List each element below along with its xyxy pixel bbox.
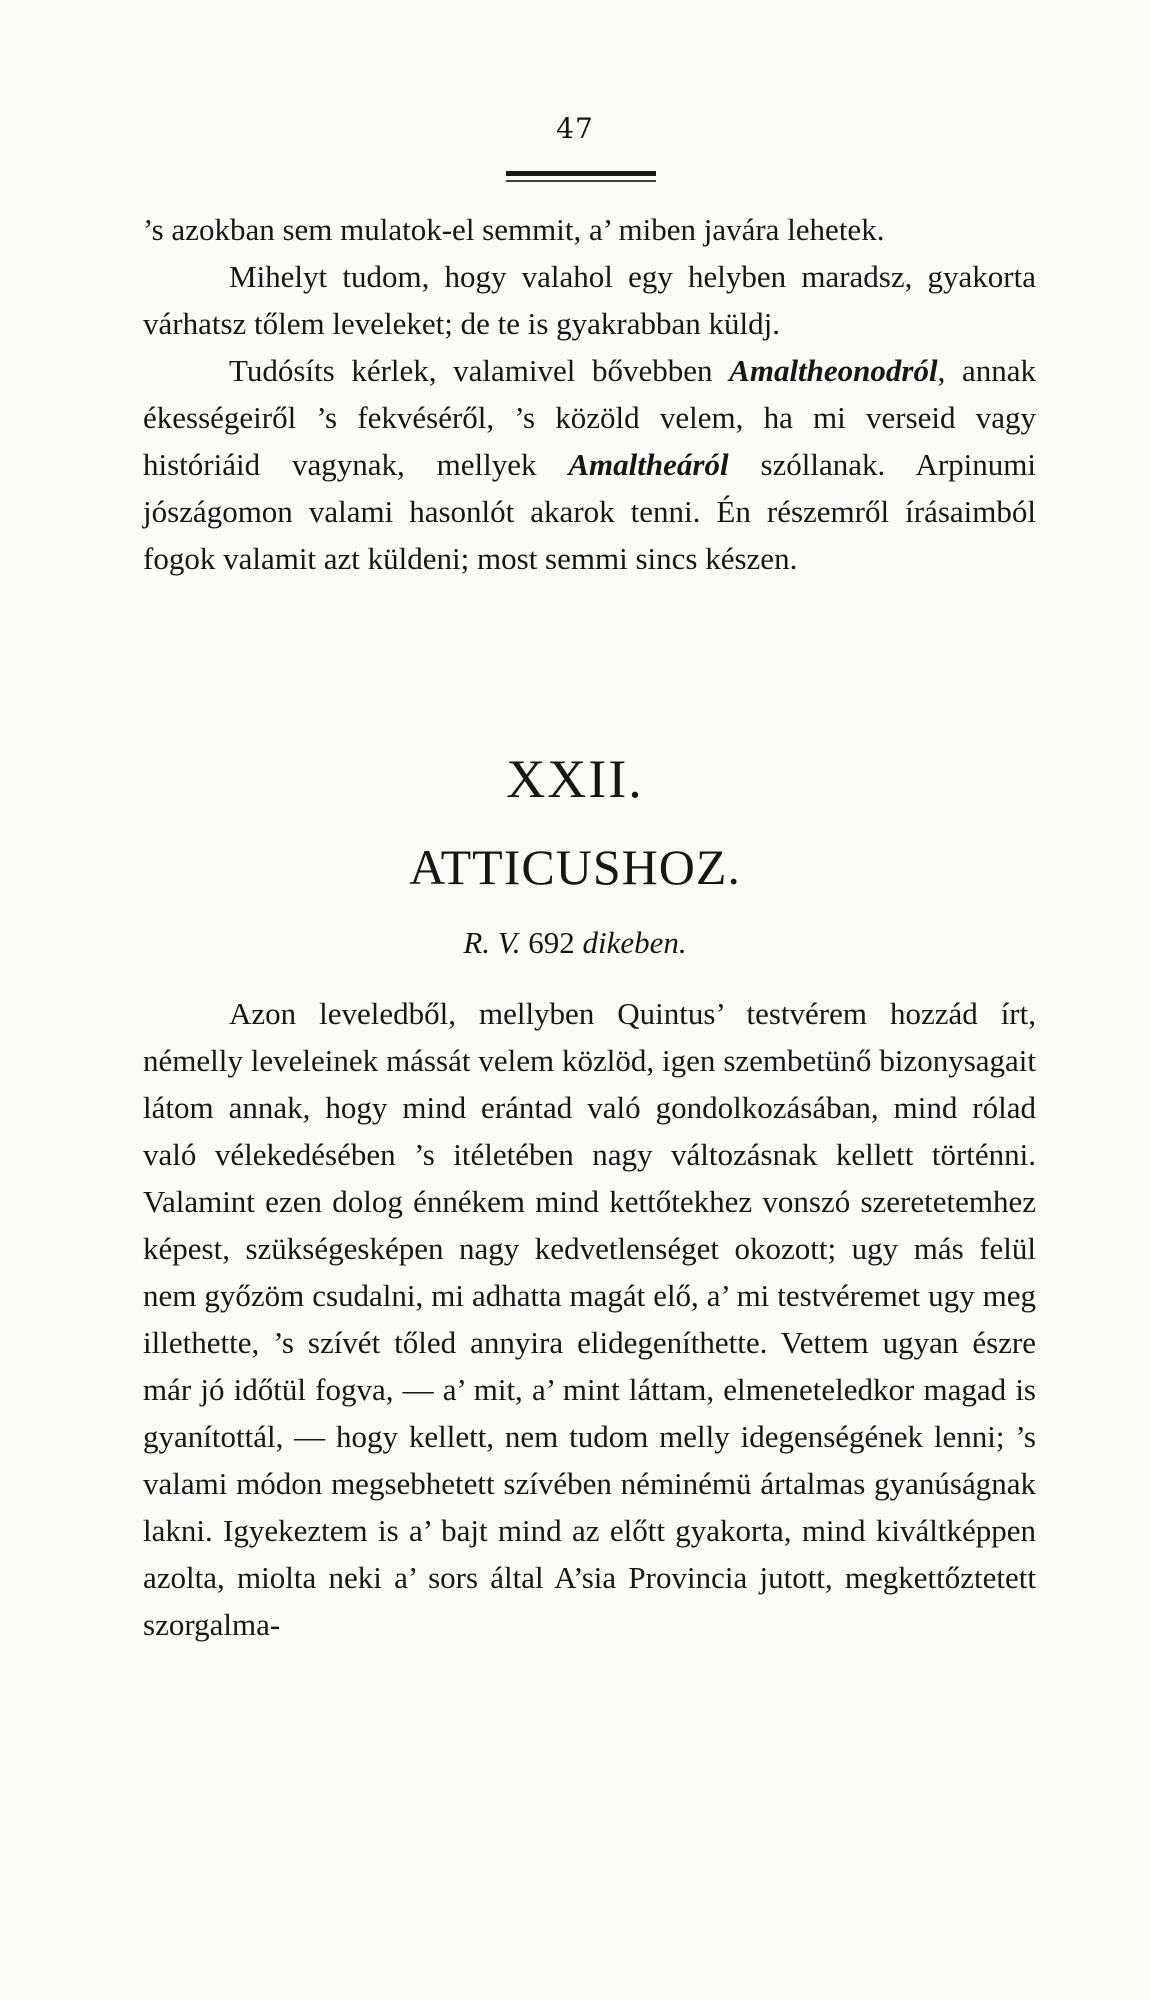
text-span: Tudósíts kérlek, valamivel bővebben — [229, 353, 730, 388]
text-block-letter-body — [143, 990, 1036, 1648]
letter-number: XXII. — [506, 749, 644, 809]
paragraph: ’s azokban sem mulatok-el semmit, a’ miben javára lehetek. — [143, 212, 885, 247]
text-block-previous-letter — [143, 206, 1036, 582]
paragraph — [143, 347, 1036, 582]
italic-term: Amaltheonodról — [729, 353, 938, 388]
date-suffix: dikeben. — [582, 925, 687, 960]
italic-term: Amaltheáról — [568, 447, 729, 482]
paragraph: Azon leveledből, mellyben Quintus’ testvérem hozzád írt, némelly leveleinek mássát velem közlöd, igen szembetünő bizonysagait látom annak, hogy mind erántad való gondolkozásában, mind rólad való vélekedésében ’s itéletében nagy változásnak kellett történni. Valamint ezen dolog énnékem mind kettőtekhez vonszó szeretetemhez képest, szükségesképen nagy kedvetlenséget okozott; ugy más felül nem győzöm csudalni, mi adhatta magát elő, a’ mi testvéremet ugy meg illethette, ’s szívét tőled annyira elidegeníthette. Vettem ugyan észre már jó időtül fogva, — a’ mit, a’ mint láttam, elmeneteledkor magad is gyanítottál, — hogy kellett, nem tudom melly idegenségének lenni; ’s valami módon megsebhetett szívében néminémü ártalmas gyanúságnak lakni. Igyekeztem is a’ bajt mind az előtt gyakorta, mind kiváltképpen azolta, miolta neki a’ sors által A’sia Provincia jutott, megkettőztetett szorgalma- — [143, 996, 1036, 1642]
paragraph: Mihelyt tudom, hogy valahol egy helyben maradsz, gyakorta várhatsz tőlem leveleket; de te is gyakrabban küldj. — [143, 259, 1036, 341]
date-prefix: R. V. — [463, 925, 521, 960]
text-span: szóllanak. Arpinumi jószágomon valami hasonlót akarok tenni. Én részemről írásaimból fogok valamit azt küldeni; most semmi sincs készen. — [143, 447, 1036, 576]
header-rule-thin — [506, 180, 656, 182]
header-rule — [506, 171, 656, 176]
date-year: 692 — [528, 925, 575, 960]
page-number: 47 — [556, 112, 594, 145]
letter-date — [0, 925, 1150, 961]
letter-title: ATTICUSHOZ. — [409, 839, 741, 895]
text-span: , annak ékességeiről ’s fekvéséről, ’s közöld velem, ha mi verseid vagy históriáid vagynak, mellyek — [143, 353, 1036, 482]
